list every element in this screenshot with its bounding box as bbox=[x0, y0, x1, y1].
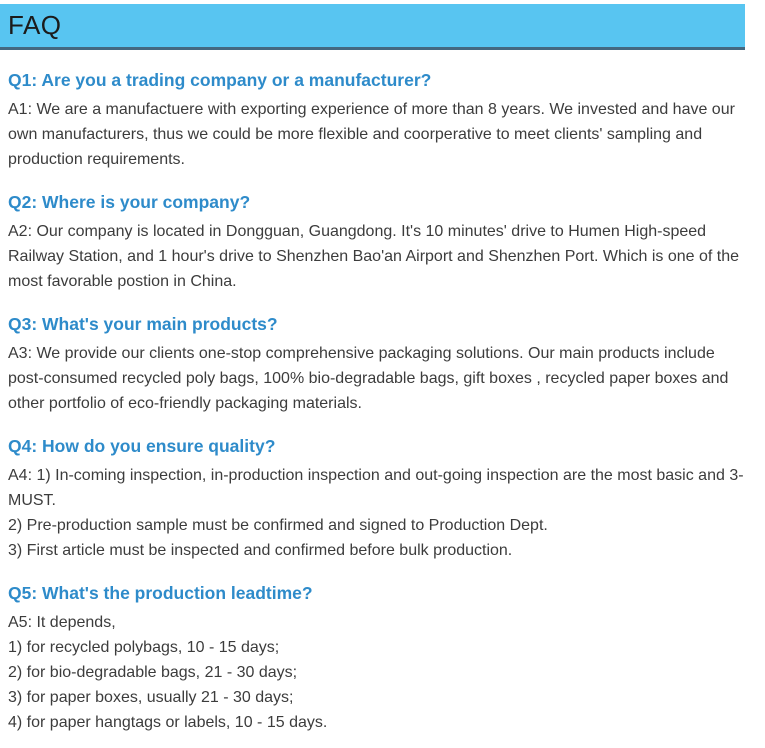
faq-content bbox=[0, 70, 765, 735]
faq-item bbox=[8, 192, 749, 294]
faq-answer: A3: We provide our clients one-stop comprehensive packaging solutions. Our main products include post-consumed recycled poly bags, 100% bio-degradable bags, gift boxes , recycled paper boxes and other portfolio of eco-friendly packaging materials. bbox=[8, 345, 729, 412]
faq-answer: A5: It depends, 1) for recycled polybags, 10 - 15 days; 2) for bio-degradable bags, 21 - 30 days; 3) for paper boxes, usually 21 - 30 days; 4) for paper hangtags or labels, 10 - 15 days. bbox=[8, 614, 328, 731]
faq-answer: A2: Our company is located in Dongguan, Guangdong. It's 10 minutes' drive to Humen High-speed Railway Station, and 1 hour's drive to Shenzhen Bao'an Airport and Shenzhen Port. Which is one of the most favorable postion in China. bbox=[8, 223, 739, 290]
faq-item bbox=[8, 583, 749, 735]
faq-item bbox=[8, 436, 749, 563]
faq-question: Q4: How do you ensure quality? bbox=[8, 436, 276, 456]
faq-answer: A4: 1) In-coming inspection, in-production inspection and out-going inspection are the most basic and 3-MUST. 2) Pre-production sample must be confirmed and signed to Production Dept. 3) First article must be inspected and confirmed before bulk production. bbox=[8, 467, 744, 559]
faq-item bbox=[8, 70, 749, 172]
faq-answer: A1: We are a manufactuere with exporting experience of more than 8 years. We invested and have our own manufacturers, thus we could be more flexible and coorperative to meet clients' sampling and production requirements. bbox=[8, 101, 735, 168]
faq-section-title: FAQ bbox=[8, 10, 62, 40]
faq-section-header-bar bbox=[0, 4, 745, 50]
faq-question: Q5: What's the production leadtime? bbox=[8, 583, 313, 603]
faq-question: Q1: Are you a trading company or a manufacturer? bbox=[8, 70, 432, 90]
faq-question: Q3: What's your main products? bbox=[8, 314, 278, 334]
faq-question: Q2: Where is your company? bbox=[8, 192, 251, 212]
faq-item bbox=[8, 314, 749, 416]
